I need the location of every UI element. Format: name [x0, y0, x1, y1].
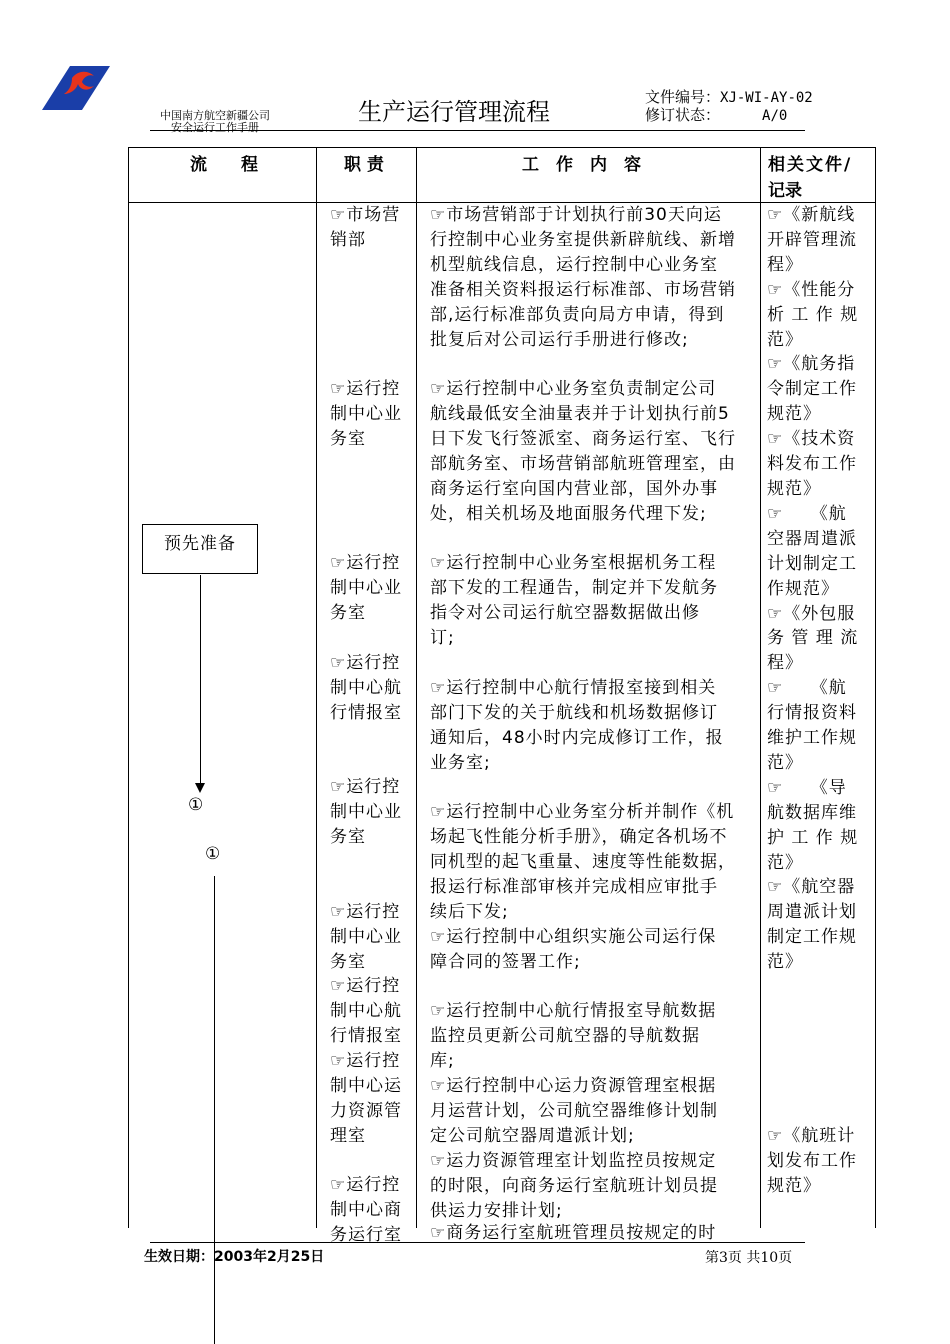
responsibility-cell — [330, 551, 412, 626]
text-line: ☞运行控制中心运力资源管理室根据 — [430, 1076, 717, 1096]
header-work-content: 工 作 内 容 — [522, 155, 641, 175]
text-line: 维护工作规 — [767, 728, 857, 749]
text-line: ☞运行控 — [330, 379, 401, 399]
text-line: ☞《性能分 — [767, 279, 856, 300]
responsibility-cell — [330, 1049, 412, 1149]
text-line: ☞运行控制中心业务室负责制定公司 — [430, 379, 717, 399]
company-line-2: 安全运行工作手册 — [171, 121, 259, 134]
document-title: 生产运行管理流程 — [358, 98, 550, 126]
text-line: 同机型的起飞重量、速度等性能数据， — [430, 851, 736, 872]
text-line: 制中心航 — [330, 677, 402, 698]
text-line: 指令对公司运行航空器数据做出修 — [430, 602, 700, 623]
flow-marker: ① — [205, 844, 221, 864]
text-line: 划发布工作 — [767, 1150, 857, 1171]
text-line: 务运行室 — [330, 1224, 402, 1245]
text-line: 库; — [430, 1050, 455, 1071]
arrow-down-icon — [195, 783, 205, 793]
effective-date: 生效日期：2003年2月25日 — [144, 1249, 325, 1265]
text-line: ☞《新航线 — [767, 205, 856, 225]
text-line: ☞市场营 — [330, 205, 401, 225]
text-line: ☞运行控 — [330, 1051, 401, 1071]
text-line: ☞《技术资 — [767, 429, 856, 450]
text-line: 机型航线信息，运行控制中心业务室 — [430, 254, 718, 275]
column-divider — [760, 147, 761, 1228]
text-line: 程》 — [767, 653, 803, 674]
text-line: 处，相关机场及地面服务代理下发; — [430, 503, 707, 524]
work-content-cell — [430, 999, 752, 1074]
text-line: ☞市场营销部于计划执行前30天向运 — [430, 205, 722, 225]
text-line: 规范》 — [767, 1175, 821, 1196]
text-line: 务室 — [330, 826, 366, 847]
revision: A/0 — [762, 108, 788, 124]
text-line: 空器周遣派 — [767, 528, 857, 549]
work-content-cell — [430, 1223, 752, 1242]
text-line: 料发布工作 — [767, 454, 857, 475]
responsibility-cell — [330, 974, 412, 1049]
text-line: ☞运行控制中心航行情报室接到相关 — [430, 678, 717, 698]
text-line: 制中心运 — [330, 1075, 402, 1096]
text-line: 制中心业 — [330, 926, 402, 947]
text-line: 务室 — [330, 951, 366, 972]
work-content-cell — [430, 676, 752, 776]
text-line: 规范》 — [767, 478, 821, 499]
company-line-1: 中国南方航空新疆公司 — [160, 109, 270, 122]
text-line: 务室 — [330, 428, 366, 449]
text-line: 报运行标准部审核并完成相应审批手 — [430, 876, 718, 897]
text-line: 商务运行室向国内营业部，国外办事 — [430, 478, 718, 499]
flow-connector — [214, 876, 215, 1344]
text-line: 制中心业 — [330, 801, 402, 822]
text-line: 订; — [430, 627, 455, 648]
header-related-docs: 相关文件/ — [768, 155, 853, 175]
text-line: ☞ 《导 — [767, 777, 847, 798]
text-line: 范》 — [767, 752, 803, 773]
text-line: 力资源管 — [330, 1100, 402, 1121]
text-line: 部下发的工程通告，制定并下发航务 — [430, 577, 718, 598]
text-line: 制定工作规 — [767, 927, 857, 948]
china-southern-logo — [42, 64, 110, 112]
text-line: 定公司航空器周遣派计划; — [430, 1125, 635, 1146]
text-line: ☞《航班计 — [767, 1126, 856, 1146]
text-line: 制中心业 — [330, 403, 402, 424]
responsibility-cell — [330, 203, 412, 253]
document-meta — [645, 89, 822, 125]
text-line: 行控制中心业务室提供新辟航线、新增 — [430, 229, 736, 250]
text-line: ☞ 《航 — [767, 678, 847, 699]
text-line: 的时限，向商务运行室航班计划员提 — [430, 1175, 718, 1196]
work-content-cell — [430, 377, 752, 526]
header-rule — [150, 130, 805, 131]
revision-label: 修订状态： — [645, 106, 721, 124]
header-records: 记录 — [768, 181, 802, 201]
text-line: 销部 — [330, 229, 366, 250]
work-content-cell — [430, 203, 752, 352]
flow-marker: ① — [188, 795, 204, 815]
text-line: 业务室; — [430, 752, 491, 773]
footer-rule — [150, 1242, 805, 1243]
text-line: ☞运行控制中心组织实施公司运行保 — [430, 927, 717, 947]
doc-no-label: 文件编号： — [645, 88, 721, 106]
responsibility-cell — [330, 775, 412, 850]
responsibility-cell — [330, 651, 412, 726]
text-line: 析 工 作 规 — [767, 304, 859, 325]
text-line: 周遣派计划 — [767, 902, 857, 923]
text-line: ☞运行控制中心航行情报室导航数据 — [430, 1001, 717, 1021]
text-line: 监控员更新公司航空器的导航数据 — [430, 1025, 700, 1046]
text-line: 范》 — [767, 852, 803, 873]
text-line: 制中心商 — [330, 1199, 402, 1220]
text-line: 场起飞性能分析手册》，确定各机场不 — [430, 826, 728, 847]
header-responsibility: 职 责 — [344, 155, 384, 175]
work-content-cell — [430, 551, 752, 651]
text-line: 理室 — [330, 1125, 366, 1146]
text-line: ☞ 《航 — [767, 503, 847, 524]
text-line: 令制定工作 — [767, 379, 857, 400]
text-line: 通知后，48小时内完成修订工作，报 — [430, 727, 724, 748]
text-line: 部,运行标准部负责向局方申请，得到 — [430, 304, 725, 325]
text-line: 务 管 理 流 — [767, 628, 859, 649]
text-line: ☞运行控 — [330, 777, 401, 797]
text-line: 部航务室、市场营销部航班管理室，由 — [430, 453, 736, 474]
text-line: 航线最低安全油量表并于计划执行前5 — [430, 403, 730, 424]
text-line: 航数据库维 — [767, 802, 857, 823]
doc-no: XJ-WI-AY-02 — [720, 90, 813, 106]
text-line: 月运营计划，公司航空器维修计划制 — [430, 1100, 718, 1121]
column-divider — [416, 147, 417, 1228]
text-line: 障合同的签署工作; — [430, 951, 581, 972]
text-line: ☞《外包服 — [767, 603, 856, 624]
text-line: 供运力安排计划; — [430, 1200, 563, 1221]
text-line: 制中心航 — [330, 1000, 402, 1021]
text-line: ☞商务运行室航班管理员按规定的时 — [430, 1223, 717, 1242]
text-line: 计划制定工 — [767, 553, 857, 574]
text-line: 行情报室 — [330, 702, 402, 723]
text-line: 程》 — [767, 254, 803, 275]
flow-step-preparation: 预先准备 — [142, 524, 258, 574]
text-line: 行情报室 — [330, 1025, 402, 1046]
text-line: 日下发飞行签派室、商务运行室、飞行 — [430, 428, 736, 449]
column-divider — [316, 147, 317, 1228]
text-line: ☞运行控制中心业务室根据机务工程 — [430, 553, 717, 573]
related-docs-cell — [767, 203, 869, 975]
text-line: 准备相关资料报运行标准部、市场营销 — [430, 279, 736, 300]
text-line: ☞运行控 — [330, 553, 401, 573]
text-line: 续后下发; — [430, 901, 509, 922]
work-content-cell — [430, 925, 752, 975]
work-content-cell — [430, 1074, 752, 1223]
flow-connector — [200, 575, 201, 787]
text-line: 范》 — [767, 952, 803, 973]
text-line: ☞运力资源管理室计划监控员按规定 — [430, 1150, 717, 1171]
related-docs-cell — [767, 1124, 869, 1199]
responsibility-cell — [330, 900, 412, 975]
text-line: 规范》 — [767, 404, 821, 425]
text-line: 护 工 作 规 — [767, 827, 859, 848]
header-flow: 流 程 — [190, 155, 258, 175]
text-line: ☞《航务指 — [767, 354, 856, 375]
text-line: ☞运行控 — [330, 902, 401, 922]
text-line: 部门下发的关于航线和机场数据修订 — [430, 702, 718, 723]
text-line: 批复后对公司运行手册进行修改; — [430, 329, 689, 350]
text-line: ☞运行控制中心业务室分析并制作《机 — [430, 802, 735, 822]
text-line: 作规范》 — [767, 578, 839, 599]
work-content-cell — [430, 800, 752, 925]
responsibility-cell — [330, 1173, 412, 1248]
text-line: 制中心业 — [330, 577, 402, 598]
text-line: 务室 — [330, 602, 366, 623]
responsibility-cell — [330, 377, 412, 452]
page-number: 第3页 共10页 — [705, 1250, 793, 1266]
text-line: ☞《航空器 — [767, 877, 856, 898]
text-line: 行情报资料 — [767, 703, 857, 724]
text-line: 开辟管理流 — [767, 229, 857, 250]
text-line: ☞运行控 — [330, 976, 401, 996]
text-line: 范》 — [767, 329, 803, 350]
text-line: ☞运行控 — [330, 1175, 401, 1195]
text-line: ☞运行控 — [330, 653, 401, 673]
